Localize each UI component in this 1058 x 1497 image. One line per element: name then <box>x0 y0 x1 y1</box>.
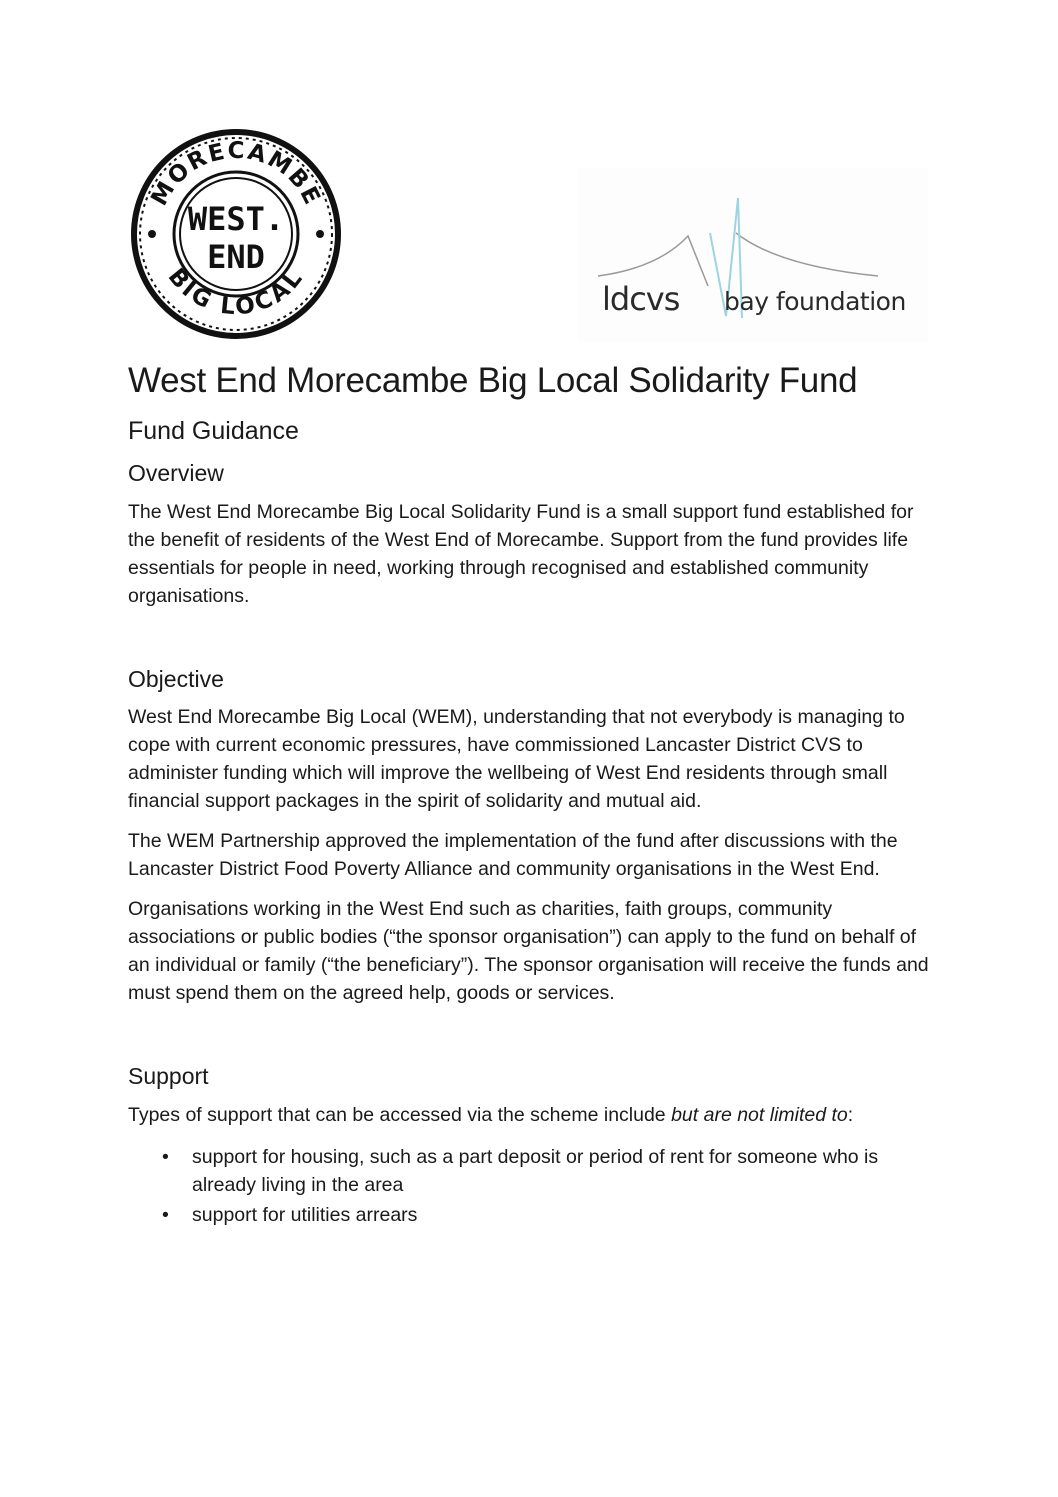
objective-paragraph-1: West End Morecambe Big Local (WEM), understanding that not everybody is managing to cope with current economic pressures, have commissioned Lancaster District CVS to administer funding which will improve the wellbeing of West End residents through small financial support packages in the spirit of solidarity and mutual aid. <box>128 706 905 813</box>
overview-paragraph: The West End Morecambe Big Local Solidarity Fund is a small support fund established for the benefit of residents of the West End of Morecambe. Support from the fund provides life essentials for people in need, working through recognised and established community organisations. <box>128 500 914 607</box>
objective-heading: Objective <box>128 665 224 692</box>
document-body <box>128 360 938 1231</box>
document-title: West End Morecambe Big Local Solidarity Fund <box>128 361 858 400</box>
logo-center-line2: END <box>207 238 265 276</box>
support-list-item: • support for housing, such as a part deposit or period of rent for someone who is already living in the area <box>192 1143 938 1199</box>
logo-arc-bottom-text: BIG LOCAL <box>162 263 310 321</box>
overview-section <box>128 460 938 610</box>
objective-section <box>128 666 938 1008</box>
ldcvs-text: ldcvs <box>602 280 680 318</box>
support-intro-emphasis-2: to <box>831 1103 848 1126</box>
ldcvs-bay-foundation-logo <box>578 168 928 343</box>
support-list <box>128 1143 938 1229</box>
bridge-line-left <box>598 236 708 286</box>
logo-arc-top-text: MORECAMBE <box>146 137 326 211</box>
support-intro <box>128 1101 938 1129</box>
bay-foundation-text: bay foundation <box>724 287 906 316</box>
support-intro-text: Types of support that can be accessed via the scheme include <box>128 1103 672 1126</box>
objective-paragraph-2: The WEM Partnership approved the implementation of the fund after discussions with the Lancaster District Food Poverty Alliance and community organisations in the West End. <box>128 830 898 881</box>
support-heading: Support <box>128 1063 209 1090</box>
support-intro-emphasis-1: but are not limited <box>671 1103 827 1126</box>
logo-center-line1: WEST. <box>187 200 285 238</box>
document-subtitle: Fund Guidance <box>128 417 299 445</box>
support-intro-end: : <box>847 1103 854 1126</box>
west-end-big-local-logo <box>130 128 342 340</box>
objective-paragraph-3: Organisations working in the West End such as charities, faith groups, community associations or public bodies (“the sponsor organisation”) can apply to the fund on behalf of an individual or family (“the beneficiary”). The sponsor organisation will receive the funds and must spend them on the agreed help, goods or services. <box>128 898 929 1005</box>
bridge-line-right <box>736 233 878 276</box>
overview-heading: Overview <box>128 460 224 486</box>
support-list-item: • support for utilities arrears <box>192 1201 938 1229</box>
support-section <box>128 1063 938 1229</box>
